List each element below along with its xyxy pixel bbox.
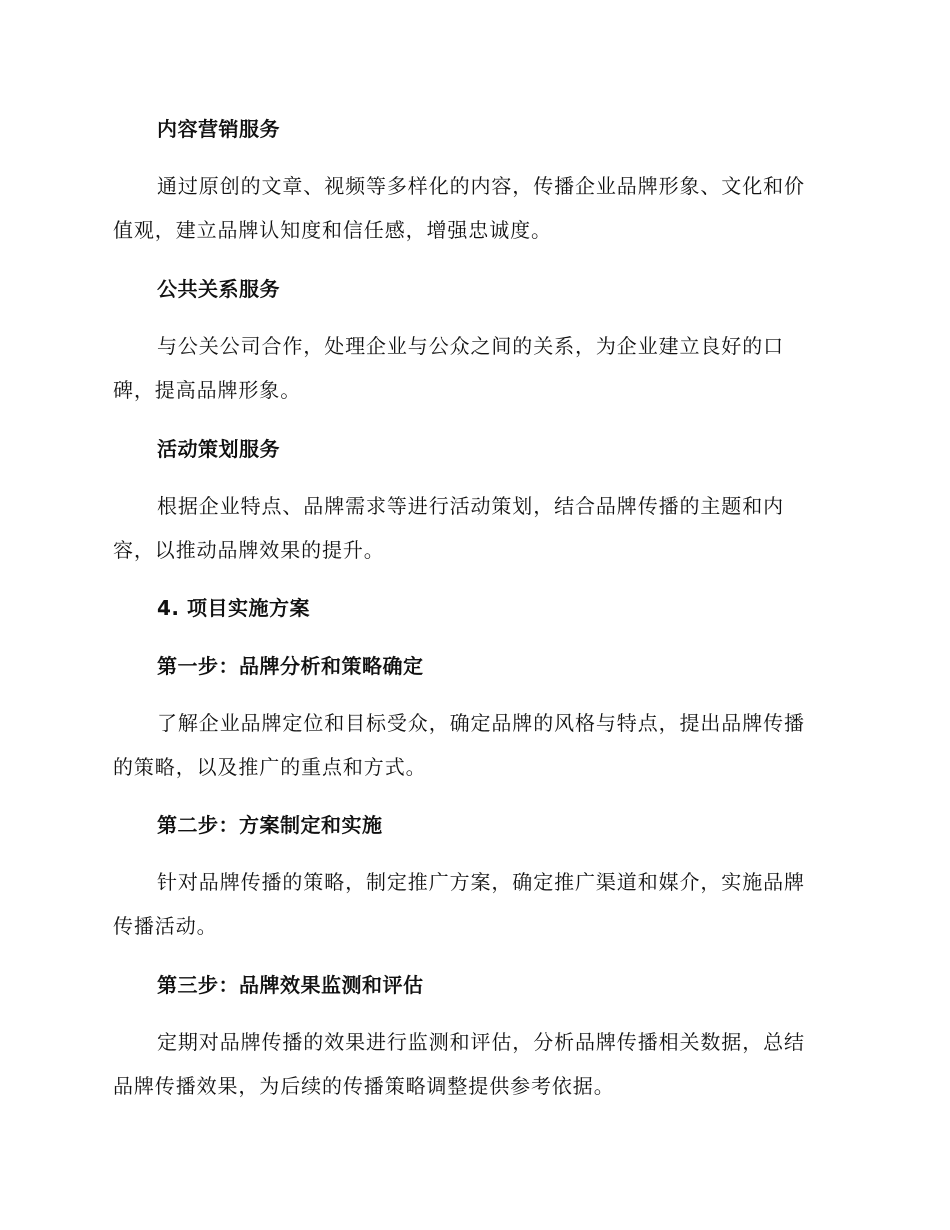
paragraph-line: 的策略，以及推广的重点和方式。 <box>113 755 427 779</box>
paragraph-step-1 <box>113 701 843 789</box>
paragraph-event-planning <box>113 484 843 572</box>
paragraph-line: 传播活动。 <box>113 914 218 938</box>
section-heading-public-relations: 公共关系服务 <box>157 277 280 301</box>
paragraph-step-3 <box>113 1020 843 1108</box>
section-heading-content-marketing: 内容营销服务 <box>157 117 280 141</box>
paragraph-line: 值观，建立品牌认知度和信任感，增强忠诚度。 <box>113 218 552 242</box>
paragraph-line: 碑，提高品牌形象。 <box>113 378 302 402</box>
section-heading-event-planning: 活动策划服务 <box>157 437 280 461</box>
step-heading-1: 第一步：品牌分析和策略确定 <box>157 654 424 678</box>
paragraph-line: 针对品牌传播的策略，制定推广方案，确定推广渠道和媒介，实施品牌 <box>157 870 805 894</box>
paragraph-line: 定期对品牌传播的效果进行监测和评估，分析品牌传播相关数据，总结 <box>157 1030 805 1054</box>
paragraph-step-2 <box>113 860 843 948</box>
step-heading-3: 第三步：品牌效果监测和评估 <box>157 973 424 997</box>
paragraph-line: 与公关公司合作，处理企业与公众之间的关系，为企业建立良好的口 <box>157 334 784 358</box>
section-heading-implementation-plan: 4. 项目实施方案 <box>157 596 310 620</box>
paragraph-content-marketing <box>113 164 843 252</box>
step-heading-2: 第二步：方案制定和实施 <box>157 813 383 837</box>
paragraph-line: 了解企业品牌定位和目标受众，确定品牌的风格与特点，提出品牌传播 <box>157 711 805 735</box>
paragraph-line: 容，以推动品牌效果的提升。 <box>113 538 385 562</box>
paragraph-line: 通过原创的文章、视频等多样化的内容，传播企业品牌形象、文化和价 <box>157 174 805 198</box>
paragraph-line: 品牌传播效果，为后续的传播策略调整提供参考依据。 <box>113 1074 615 1098</box>
paragraph-line: 根据企业特点、品牌需求等进行活动策划，结合品牌传播的主题和内 <box>157 494 784 518</box>
paragraph-public-relations <box>113 324 843 412</box>
